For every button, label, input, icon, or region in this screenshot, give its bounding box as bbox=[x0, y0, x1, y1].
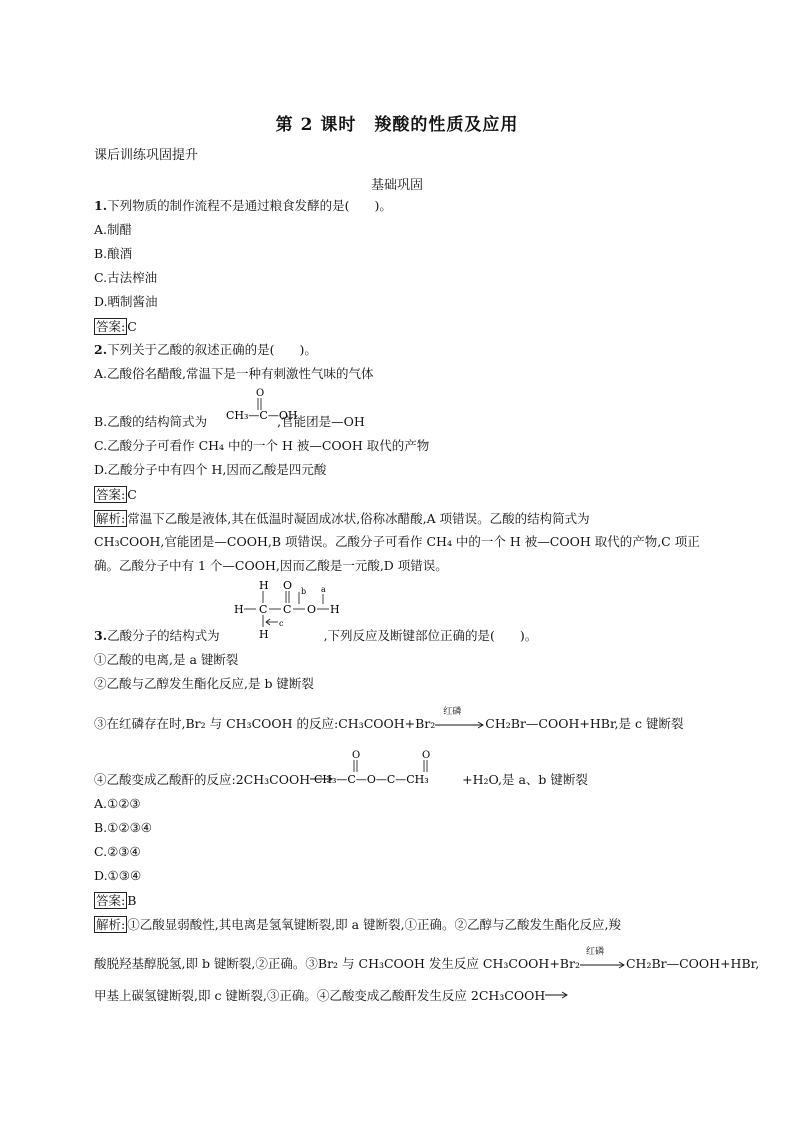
option-b bbox=[94, 414, 365, 430]
bond-label-b: b bbox=[301, 587, 307, 596]
reaction-condition: 红磷 bbox=[585, 947, 604, 957]
answer-value: B bbox=[127, 893, 137, 908]
analysis-label: 解析: bbox=[96, 511, 126, 526]
answer-value: C bbox=[127, 319, 137, 334]
answer-row bbox=[94, 318, 137, 335]
option-d: D.乙酸分子中有四个 H,因而乙酸是四元酸 bbox=[94, 462, 327, 477]
statement-3-prefix: ③在红磷存在时,Br₂ 与 CH₃COOH 的反应:CH₃COOH+Br₂ bbox=[94, 716, 436, 731]
analysis-line-3 bbox=[94, 988, 569, 1004]
statement-4-suffix: +H₂O,是 a、b 键断裂 bbox=[462, 772, 588, 787]
anhydride-o-right: O bbox=[422, 750, 431, 761]
question-3 bbox=[94, 628, 537, 644]
page-title: 第 2 课时 羧酸的性质及应用 bbox=[275, 115, 519, 135]
option-c: C.②③④ bbox=[94, 844, 141, 859]
anhydride-o-left: O bbox=[352, 750, 361, 761]
option-c: C.乙酸分子可看作 CH₄ 中的一个 H 被—COOH 取代的产物 bbox=[94, 438, 430, 453]
question-stem-prefix: 乙酸分子的结构式为 bbox=[107, 628, 220, 643]
question-number: 3. bbox=[94, 628, 108, 643]
analysis-text: ①乙酸显弱酸性,其电离是氢氧键断裂,即 a 键断裂,①正确。②乙醇与乙酸发生酯化反应,羧 bbox=[127, 917, 622, 932]
reaction-arrow bbox=[310, 774, 334, 784]
option-a: A.制醋 bbox=[94, 222, 133, 237]
anhydride-chain: CH₃—C—O—C—CH₃ bbox=[314, 773, 429, 786]
analysis-line-2: CH₃COOH,官能团是—COOH,B 项错误。乙酸分子可看作 CH₄ 中的一个 H 被—COOH 取代的产物,C 项正 bbox=[94, 534, 700, 549]
option-c: C.古法榨油 bbox=[94, 270, 158, 285]
reaction-condition: 红磷 bbox=[443, 707, 462, 717]
bond-label-a: a bbox=[321, 585, 326, 594]
option-b: B.①②③④ bbox=[94, 820, 152, 835]
question-stem-suffix: ,下列反应及断键部位正确的是( )。 bbox=[323, 628, 538, 643]
answer-label: 答案: bbox=[96, 893, 126, 908]
analysis-label: 解析: bbox=[96, 917, 126, 932]
question-stem: 下列关于乙酸的叙述正确的是( )。 bbox=[107, 342, 317, 357]
answer-value: C bbox=[127, 487, 137, 502]
carbonyl-o-label: O bbox=[256, 388, 265, 399]
question-number: 2. bbox=[94, 342, 108, 357]
atom-h-bottom: H bbox=[259, 628, 269, 641]
analysis-3-text: 甲基上碳氢键断裂,即 c 键断裂,③正确。④乙酸变成乙酸酐发生反应 2CH₃COOH bbox=[94, 988, 546, 1003]
analysis-2-prefix: 酸脱羟基醇脱氢,即 b 键断裂,②正确。③Br₂ 与 CH₃COOH 发生反应 CH₃COOH+Br₂ bbox=[94, 956, 580, 971]
option-a: A.①②③ bbox=[94, 796, 141, 811]
section-heading: 课后训练巩固提升 bbox=[94, 148, 199, 163]
analysis-text: 常温下乙酸是液体,其在低温时凝固成冰状,俗称冰醋酸,A 项错误。乙酸的结构简式为 bbox=[127, 511, 590, 526]
bond-label-c: c bbox=[279, 619, 284, 628]
analysis-line-2 bbox=[94, 947, 760, 972]
atom-o-hydroxyl: O bbox=[307, 603, 317, 616]
statement-4-prefix: ④乙酸变成乙酸酐的反应:2CH₃COOH bbox=[94, 772, 311, 787]
analysis-line-1 bbox=[94, 916, 621, 933]
statement-1: ①乙酸的电离,是 a 键断裂 bbox=[94, 652, 239, 667]
reaction-arrow bbox=[580, 947, 626, 968]
option-a: A.乙酸俗名醋酸,常温下是一种有刺激性气味的气体 bbox=[94, 366, 374, 381]
statement-4 bbox=[94, 772, 588, 788]
question-stem: 下列物质的制作流程不是通过粮食发酵的是( )。 bbox=[107, 198, 392, 213]
statement-2: ②乙酸与乙醇发生酯化反应,是 b 键断裂 bbox=[94, 676, 314, 691]
statement-3 bbox=[94, 707, 684, 732]
atom-c-methyl: C bbox=[259, 603, 268, 616]
reaction-arrow bbox=[545, 990, 569, 1000]
answer-label: 答案: bbox=[96, 487, 126, 502]
atom-h-top: H bbox=[259, 579, 269, 592]
option-b-suffix: ,官能团是—OH bbox=[277, 414, 365, 429]
question-1 bbox=[94, 198, 392, 214]
atom-h-hydroxyl: H bbox=[330, 603, 340, 616]
option-d: D.晒制酱油 bbox=[94, 294, 158, 309]
answer-label: 答案: bbox=[96, 319, 126, 334]
analysis-line-1 bbox=[94, 510, 590, 527]
subsection-heading: 基础巩固 bbox=[370, 178, 423, 193]
question-number: 1. bbox=[94, 198, 108, 213]
atom-o-carbonyl: O bbox=[283, 579, 293, 592]
answer-row bbox=[94, 892, 136, 909]
reaction-arrow bbox=[435, 707, 485, 728]
option-b: B.酿酒 bbox=[94, 246, 133, 261]
formula-chain: CH₃—C—OH bbox=[226, 409, 298, 422]
atom-c-carboxyl: C bbox=[283, 603, 292, 616]
statement-3-suffix: CH₂Br—COOH+HBr,是 c 键断裂 bbox=[485, 716, 684, 731]
option-d: D.①③④ bbox=[94, 868, 142, 883]
analysis-line-3: 确。乙酸分子中有 1 个—COOH,因而乙酸是一元酸,D 项错误。 bbox=[94, 558, 448, 573]
option-b-prefix: B.乙酸的结构简式为 bbox=[94, 414, 208, 429]
question-2 bbox=[94, 342, 317, 358]
analysis-2-suffix: CH₂Br—COOH+HBr, bbox=[625, 956, 760, 971]
answer-row bbox=[94, 486, 137, 503]
atom-h-left: H bbox=[234, 603, 244, 616]
